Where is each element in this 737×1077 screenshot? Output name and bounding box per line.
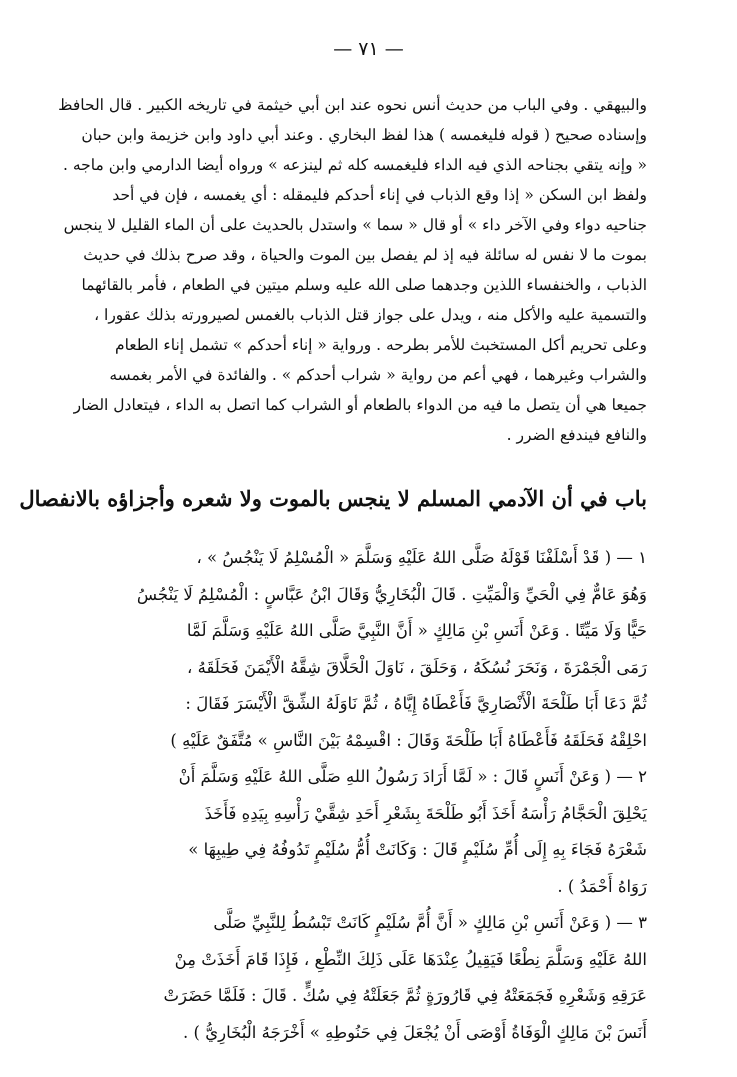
hadith-line: ١ — ( قَدْ أَسْلَفْنَا قَوْلَهُ صَلَّى اللهُ عَلَيْهِ وَسَلَّمَ « الْمُسْلِمُ لَا يَنْجُسُ » ، <box>196 548 647 567</box>
hadith-line: أَنَسَ بْنَ مَالِكٍ الْوَفَاةُ أَوْصَى أَنْ يُجْعَلَ فِي حَنُوطِهِ » أَخْرَجَهُ الْبُخَارِيُّ ) . <box>183 1022 647 1042</box>
hadith-line: اللهُ عَلَيْهِ وَسَلَّمَ نِطْعًا فَيَقِيلُ عِنْدَهَا عَلَى ذَلِكَ النِّطْعِ ، فَإِذَا قَامَ أَخَذَتْ مِنْ <box>174 949 647 969</box>
commentary-paragraph <box>58 90 647 450</box>
hadith-line: ٢ — ( وَعَنْ أَنَسٍ قَالَ : « لَمَّا أَرَادَ رَسُولُ اللهِ صَلَّى اللهُ عَلَيْهِ وَسَلَّمَ أَنْ <box>178 767 647 786</box>
page-number: — ٧١ — <box>333 38 404 60</box>
hadith-line: عَرَقِهِ وَشَعْرِهِ فَجَمَعَتْهُ فِي قَارُورَةٍ ثُمَّ جَعَلَتْهُ فِي سُكٍّ . قَالَ : فَلَمَّا حَضَرَتْ <box>163 986 647 1005</box>
hadith-line: شَعْرَهُ فَجَاءَ بِهِ إِلَى أُمِّ سُلَيْمٍ قَالَ : وَكَانَتْ أُمُّ سُلَيْمٍ تَدُوفُهُ فِي طِيبِهَا » <box>188 840 647 859</box>
hadith-line: رَوَاهُ أَحْمَدُ ) . <box>557 876 647 896</box>
text-line: وعلى تحريم أكل المستخبث للأمر بطرحه . ورواية « إناء أحدكم » تشمل إناء الطعام <box>114 336 647 354</box>
text-line: بموت ما لا نفس له سائلة فيه إذ لم يفصل بين الموت والحياة ، وقد صرح بذلك في حديث <box>83 246 647 264</box>
text-line: جميعا هي أن يتصل ما فيه من الدواء بالطعام أو الشراب كما اتصل به الداء ، فيتعادل الضار <box>73 396 647 414</box>
text-line: الذباب ، والخنفساء اللذين وجدهما صلى الله عليه وسلم ميتين في الطعام ، فأمر بالقائهما <box>81 276 647 294</box>
hadith-line: وَهُوَ عَامٌّ فِي الْحَيِّ وَالْمَيِّتِ . قَالَ الْبُخَارِيُّ وَقَالَ ابْنُ عَبَّاسٍ : الْمُسْلِمُ لَا يَنْجُسُ <box>136 584 647 604</box>
text-line: « وإنه يتقي بجناحه الذي فيه الداء فليغمسه كله ثم لينزعه » ورواه أيضا الدارمي وابن ماجه . <box>63 156 647 174</box>
hadith-line: يَحْلِقَ الْحَجَّامُ رَأْسَهُ أَخَذَ أَبُو طَلْحَةَ بِشَعْرِ أَحَدِ شِقَّيْ رَأْسِهِ بِيَدِهِ فَأَخَذَ <box>204 803 647 823</box>
hadith-line: ثُمَّ دَعَا أَبَا طَلْحَةَ الْأَنْصَارِيَّ فَأَعْطَاهُ إِيَّاهُ ، ثُمَّ نَاوَلَهُ الشِّقَّ الْأَيْسَرَ فَقَالَ : <box>185 694 647 713</box>
text-line: والشراب وغيرهما ، فهي أعم من رواية « شراب أحدكم » . والفائدة في الأمر بغمسه <box>109 366 647 384</box>
section-heading: باب في أن الآدمي المسلم لا ينجس بالموت ولا شعره وأجزاؤه بالانفصال <box>19 486 647 511</box>
hadith-line: رَمَى الْجَمْرَةَ ، وَنَحَرَ نُسُكَهُ ، وَحَلَقَ ، نَاوَلَ الْحَلَّاقَ شِقَّهُ الْأَيْمَنَ فَحَلَقَهُ ، <box>187 657 647 677</box>
hadith-section <box>97 540 647 1051</box>
hadith-line: حَيًّا وَلَا مَيِّتًا . وَعَنْ أَنَسِ بْنِ مَالِكٍ « أَنَّ النَّبِيَّ صَلَّى اللهُ عَلَيْهِ وَسَلَّمَ لَمَّا <box>186 621 647 640</box>
text-line: والتسمية عليه والأكل منه ، ويدل على جواز قتل الذباب بالغمس لصيرورته بذلك عقورا ، <box>94 306 647 324</box>
text-line: والبيهقي . وفي الباب من حديث أنس نحوه عند ابن أبي خيثمة في تاريخه الكبير . قال الحافظ <box>58 96 647 114</box>
text-line: والنافع فيندفع الضرر . <box>506 426 647 444</box>
hadith-line: احْلِقْهُ فَحَلَقَهُ فَأَعْطَاهُ أَبَا طَلْحَةَ وَقَالَ : اقْسِمْهُ بَيْنَ النَّاسِ » مُتَّفَقٌ عَلَيْهِ ) <box>170 730 647 750</box>
text-line: وإسناده صحيح ( قوله فليغمسه ) هذا لفظ البخاري . وعند أبي داود وابن خزيمة وابن حبان <box>81 126 647 144</box>
text-line: ولفظ ابن السكن « إذا وقع الذباب في إناء أحدكم فليمقله : أي يغمسه ، فإن في أحد <box>112 186 647 204</box>
text-line: جناحيه دواء وفي الآخر داء » أو قال « سما » واستدل بالحديث على أن الماء القليل لا ينجس <box>63 216 647 234</box>
hadith-line: ٣ — ( وَعَنْ أَنَسِ بْنِ مَالِكٍ « أَنَّ أُمَّ سُلَيْمٍ كَانَتْ تَبْسُطُ لِلنَّبِيِّ صَلَّى <box>213 913 647 932</box>
